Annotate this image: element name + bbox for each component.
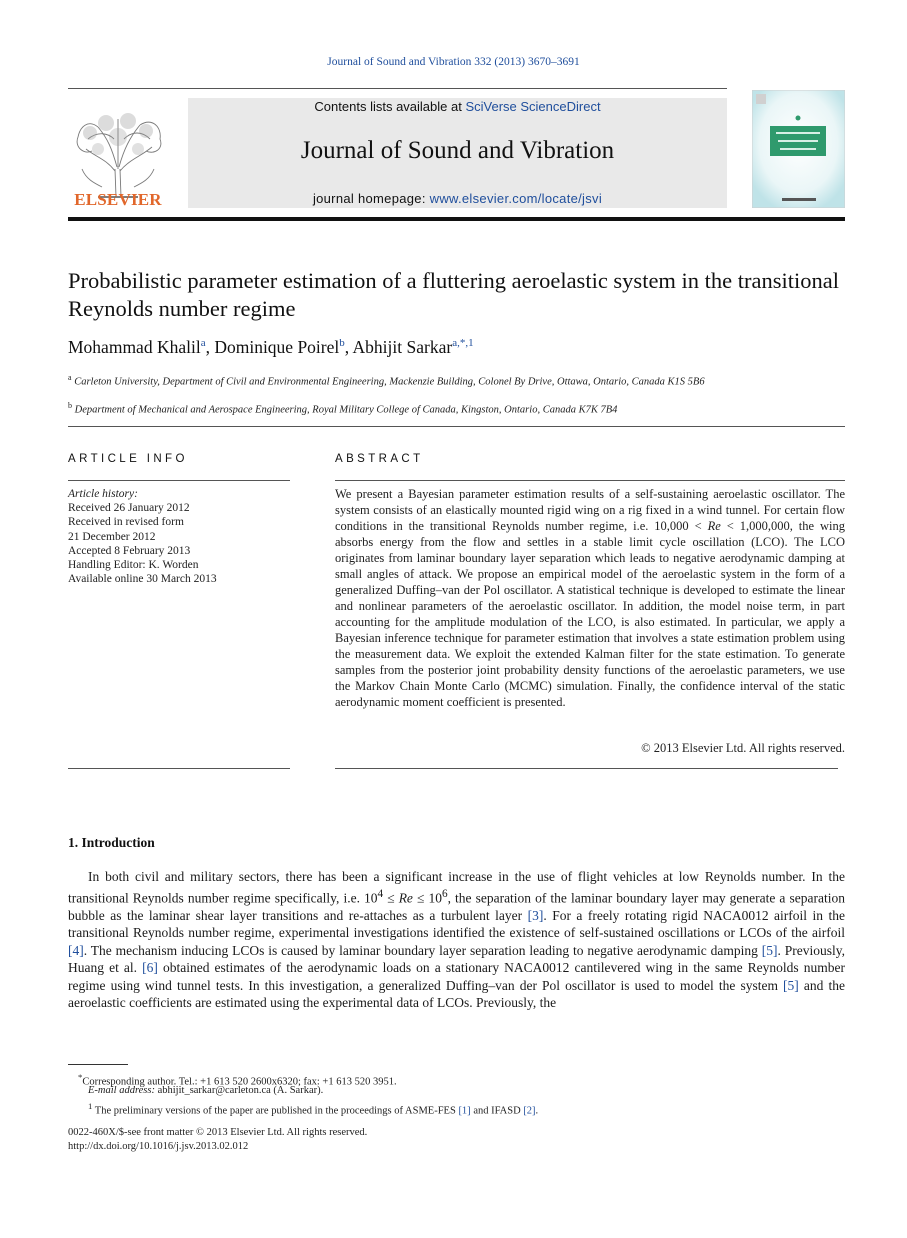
text-run: In both civil and military sectors, there has been a significant increase in the use of flight vehicles at low Reynolds number. In the transitional Reynolds number regime specifically, i.e. 10	[68, 869, 845, 905]
article-history	[68, 487, 290, 586]
doi-link[interactable]: http://dx.doi.org/10.1016/j.jsv.2013.02.012	[68, 1141, 249, 1152]
footnote-text: .	[535, 1105, 539, 1117]
exponent: 6	[441, 887, 448, 900]
history-editor: Handling Editor: K. Worden	[68, 559, 199, 572]
text-run: obtained estimates of the aerodynamic loads on a stationary NACA0012 cantilevered wing in the same Reynolds number regime using wind tunnel tests. In this investigation, a generalized Duffing–van der Pol oscillator is used to model the system	[68, 960, 845, 993]
abstract-bottom-rule	[335, 768, 838, 769]
citation-link[interactable]: [6]	[142, 960, 158, 975]
header-thick-rule	[68, 217, 845, 221]
history-accepted: Accepted 8 February 2013	[68, 544, 191, 557]
sciencedirect-link[interactable]: SciVerse ScienceDirect	[465, 99, 601, 114]
email-label: E-mail address:	[88, 1085, 155, 1096]
issn-line: 0022-460X/$-see front matter © 2013 Elsevier Ltd. All rights reserved.	[68, 1127, 368, 1138]
affil-mark: a	[68, 373, 72, 382]
text-run: . Previously, Huang et al.	[68, 942, 845, 975]
history-label: Article history:	[68, 488, 138, 500]
abstract-rule	[335, 480, 845, 481]
author-list: Mohammad Khalil$^a$, Dominique Poirel$^b$, Abhijit Sarkar$^{a,*,1}$	[68, 337, 474, 357]
affil-text: Carleton University, Department of Civil and Environmental Engineering, Mackenzie Building, Colonel By Drive, Ottawa, Ontario, Canada K1S 5B6	[74, 376, 705, 388]
history-revised-date: 21 December 2012	[68, 530, 156, 543]
author-name[interactable]: Abhijit Sarkar	[352, 337, 453, 357]
abstract-copyright: © 2013 Elsevier Ltd. All rights reserved.	[641, 741, 845, 755]
journal-citation[interactable]: Journal of Sound and Vibration 332 (2013) 3670–3691	[327, 56, 580, 68]
article-info-rule	[68, 480, 290, 481]
footnote-text: and IFASD	[470, 1105, 524, 1117]
citation-link[interactable]: [5]	[783, 977, 799, 993]
citation-link[interactable]: [4]	[68, 942, 84, 958]
section-heading-introduction: 1. Introduction	[68, 835, 155, 850]
header-divider	[68, 88, 727, 89]
author-name[interactable]: Mohammad Khalil	[68, 337, 201, 357]
article-info-bottom-rule	[68, 768, 290, 769]
affiliation-a	[68, 371, 768, 390]
citation-link[interactable]: [5]	[761, 942, 778, 958]
contents-line	[188, 99, 727, 114]
abstract-heading: ABSTRACT	[335, 453, 424, 465]
reynolds-symbol: Re	[707, 519, 721, 533]
exponent: 4	[377, 887, 384, 900]
homepage-prefix: journal homepage:	[312, 191, 430, 206]
abstract-body	[335, 486, 845, 710]
text-run: . For a freely rotating rigid NACA0012 airfoil in the transitional Reynolds number regime, experimental investigations identified the existence of self-sustained oscillations or LCOs of the airfoil	[68, 907, 845, 940]
introduction-paragraph	[68, 868, 845, 1012]
history-received: Received 26 January 2012	[68, 502, 190, 515]
affil-mark: b	[68, 401, 72, 410]
journal-cover-icon[interactable]	[752, 90, 845, 208]
citation-link[interactable]: [3]	[527, 907, 544, 923]
footnote-text: The preliminary versions of the paper are published in the proceedings of ASME-FES	[92, 1105, 459, 1117]
article-info-heading: ARTICLE INFO	[68, 453, 188, 465]
text-run: , the separation of the laminar boundary layer may generate a separation bubble as the laminar shear layer transitions and re-attaches as a turbulent layer	[68, 890, 845, 923]
footnote-email	[68, 1084, 865, 1098]
author-affil-mark[interactable]: b	[339, 337, 345, 350]
homepage-link[interactable]: www.elsevier.com/locate/jsvi	[429, 191, 603, 206]
author-affil-mark[interactable]: a	[200, 337, 206, 350]
text-run: . The mechanism inducing LCOs is caused by laminar boundary layer separation leading to negative aerodynamic damping	[83, 942, 762, 958]
footnote-rule	[68, 1064, 128, 1065]
history-online: Available online 30 March 2013	[68, 573, 217, 586]
footnote-text: Corresponding author. Tel.: +1 613 520 2600x6320; fax: +1 613 520 3951.	[82, 1076, 397, 1088]
elsevier-wordmark[interactable]: ELSEVIER	[74, 190, 162, 209]
history-revised-label: Received in revised form	[68, 516, 184, 529]
reynolds-symbol: Re	[398, 890, 413, 905]
abstract-part: We present a Bayesian parameter estimation results of a self-sustaining aeroelastic oscillator. The system consists of an elastically mounted rigid wing on a rig fixed in a wind tunnel. For certain flow conditions in the transitional Reynolds number regime, i.e. 10,000 <	[335, 487, 845, 533]
homepage-line	[188, 191, 727, 206]
affiliation-b	[68, 399, 768, 418]
footnote-mark: 1	[88, 1101, 93, 1111]
email-address[interactable]: abhijit_sarkar@carleton.ca (A. Sarkar).	[154, 1085, 324, 1096]
citation-link[interactable]: [2]	[523, 1105, 536, 1117]
journal-title: Journal of Sound and Vibration	[300, 137, 615, 164]
abstract-part: < 1,000,000, the wing absorbs energy from the flow and settles in a stable limit cycle oscillation (LCO). The LCO originates from laminar boundary layer separation which leads to negative aerodynamic damping at small angles of attack. We propose an empirical model of the aeroelastic system in the form of a generalized Duffing–van der Pol oscillator. A statistical technique is developed to estimate the linear and nonlinear parameters of the aeroelastic oscillator. In addition, the model noise term, in part accounting for the amplitude modulation of the LCO, is also estimated. In particular, we apply a Bayesian inference technique for parameter estimation that involves a state estimation problem using the measurement data. We exploit the extended Kalman filter for the state estimation. To generate samples from the posterior joint probability density functions of the aeroelastic parameters, we use the Markov Chain Monte Carlo (MCMC) simulation. Finally, the confidence interval of the static aerodynamic moment coefficient is presented.	[335, 519, 845, 709]
author-name[interactable]: Dominique Poirel	[214, 337, 340, 357]
footnote-preliminary	[68, 1099, 865, 1119]
contents-prefix: Contents lists available at	[314, 99, 466, 114]
author-affil-mark[interactable]: a,*,1	[452, 337, 474, 350]
affil-text: Department of Mechanical and Aerospace Engineering, Royal Military College of Canada, Kingston, Ontario, Canada K7K 7B4	[74, 404, 618, 416]
text-run: ≤ 10	[412, 890, 442, 905]
article-title: Probabilistic parameter estimation of a fluttering aeroelastic system in the transitional Reynolds number regime	[68, 268, 840, 321]
citation-link[interactable]: [1]	[458, 1105, 471, 1117]
text-run: and the aeroelastic coefficients are estimated using the experimental data of LCOs. Previously, the	[68, 977, 845, 1010]
footnote-mark: *	[78, 1072, 83, 1082]
section-divider	[68, 426, 845, 427]
text-run: ≤	[383, 890, 399, 905]
